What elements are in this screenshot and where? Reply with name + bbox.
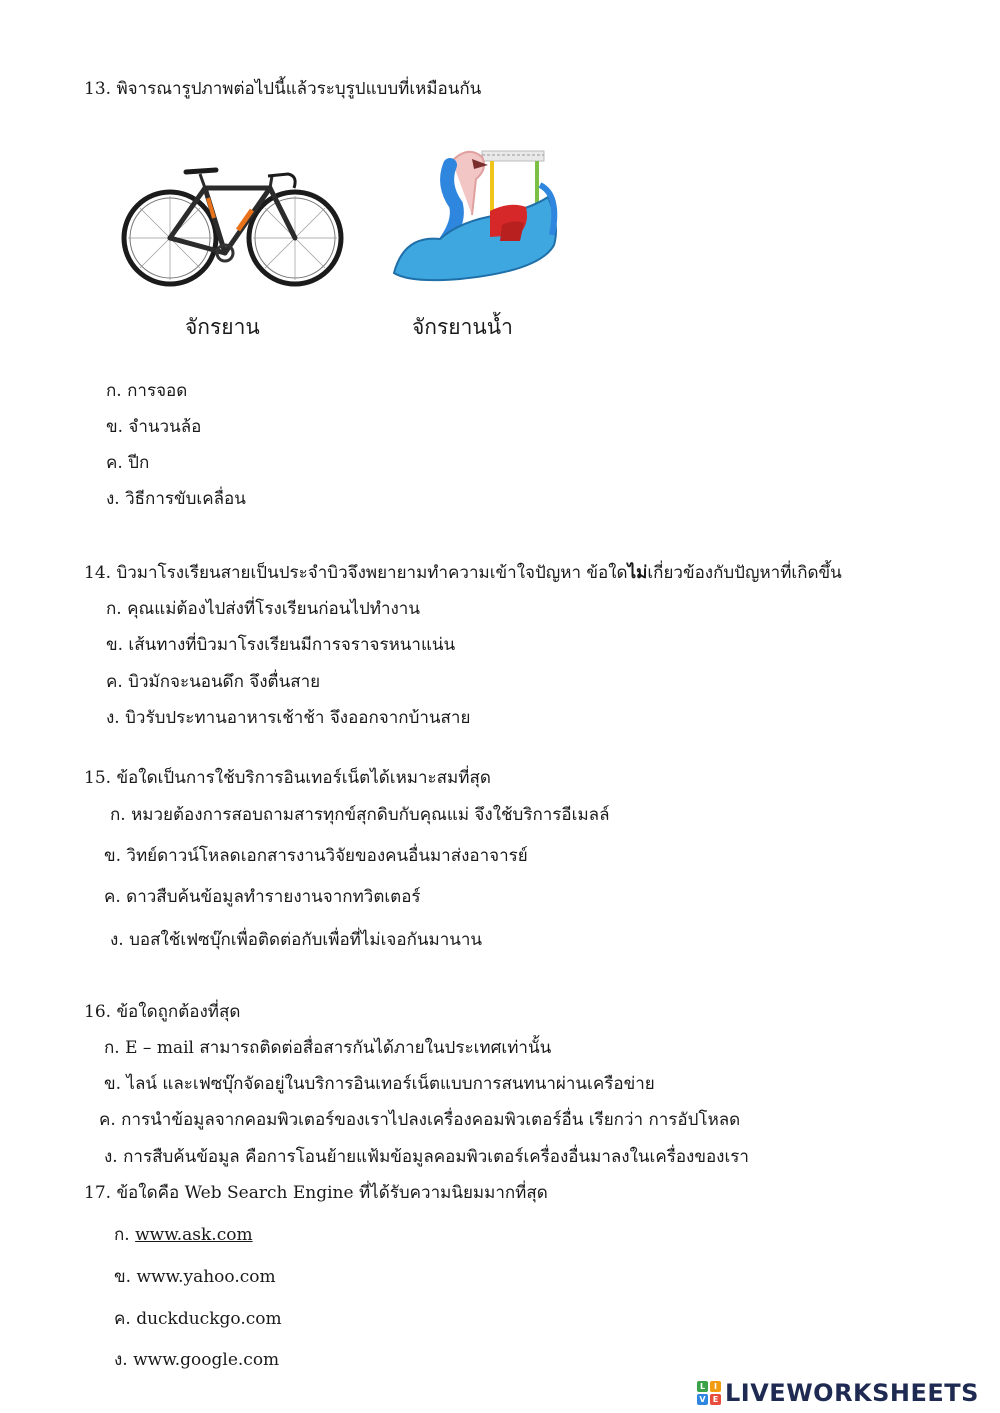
- q17-option-d-text: www.google.com: [133, 1350, 280, 1370]
- q14-question: [84, 562, 842, 584]
- q14-option-c[interactable]: ค. บิวมักจะนอนดึก จึงตื่นสาย: [106, 672, 321, 692]
- q17-question: 17. ข้อใดคือ Web Search Engine ที่ได้รับความนิยมมากที่สุด: [84, 1183, 548, 1203]
- q15-option-a[interactable]: ก. หมวยต้องการสอบถามสารทุกข์สุกดิบกับคุณแม่ จึงใช้บริการอีเมลล์: [110, 805, 610, 825]
- q17-option-a-link[interactable]: www.ask.com: [135, 1225, 253, 1245]
- q17-option-a-letter: ก.: [114, 1225, 130, 1245]
- q14-question-emphasis: ไม่: [627, 563, 648, 583]
- q17-option-c[interactable]: [114, 1308, 282, 1330]
- q14-option-a[interactable]: ก. คุณแม่ต้องไปส่งที่โรงเรียนก่อนไปทำงาน: [106, 599, 420, 619]
- q16-option-b[interactable]: ข. ไลน์ และเฟซบุ๊กจัดอยู่ในบริการอินเทอร์เน็ตแบบการสนทนาผ่านเครือข่าย: [104, 1074, 655, 1094]
- q13-option-a[interactable]: ก. การจอด: [106, 381, 188, 401]
- liveworksheets-logo[interactable]: [697, 1378, 979, 1408]
- q17-option-c-letter: ค.: [114, 1309, 131, 1329]
- q16-question: 16. ข้อใดถูกต้องที่สุด: [84, 1002, 241, 1022]
- q16-option-d[interactable]: ง. การสืบค้นข้อมูล คือการโอนย้ายแฟ้มข้อมูลคอมพิวเตอร์เครื่องอื่นมาลงในเครื่องของเรา: [104, 1147, 749, 1167]
- q17-option-b[interactable]: [114, 1266, 276, 1288]
- q13-option-b[interactable]: ข. จำนวนล้อ: [106, 417, 202, 437]
- q16-option-c[interactable]: ค. การนำข้อมูลจากคอมพิวเตอร์ของเราไปลงเครื่องคอมพิวเตอร์อื่น เรียกว่า การอัปโหลด: [99, 1110, 741, 1130]
- q17-option-b-letter: ข.: [114, 1267, 132, 1287]
- logo-letter-i: I: [710, 1381, 721, 1392]
- logo-letter-v: V: [697, 1394, 708, 1405]
- q14-option-d[interactable]: ง. บิวรับประทานอาหารเช้าช้า จึงออกจากบ้านสาย: [106, 708, 471, 728]
- caption-pedal-boat: จักรยานน้ำ: [412, 315, 513, 339]
- q17-option-d[interactable]: [114, 1349, 279, 1371]
- q17-option-d-letter: ง.: [114, 1350, 128, 1370]
- q15-option-d[interactable]: ง. บอสใช้เฟซบุ๊กเพื่อติดต่อกับเพื่อที่ไม่เจอกันมานาน: [110, 930, 483, 950]
- q13-option-c[interactable]: ค. ปีก: [106, 453, 150, 473]
- q13-option-d[interactable]: ง. วิธีการขับเคลื่อน: [106, 489, 246, 509]
- q15-question: 15. ข้อใดเป็นการใช้บริการอินเทอร์เน็ตได้เหมาะสมที่สุด: [84, 768, 491, 788]
- q16-option-a[interactable]: ก. E – mail สามารถติดต่อสื่อสารกันได้ภายในประเทศเท่านั้น: [104, 1038, 552, 1058]
- logo-text: LIVEWORKSHEETS: [725, 1379, 979, 1407]
- q13-question: 13. พิจารณารูปภาพต่อไปนี้แล้วระบุรูปแบบที่เหมือนกัน: [84, 79, 482, 99]
- q15-option-b[interactable]: ข. วิทย์ดาวน์โหลดเอกสารงานวิจัยของคนอื่นมาส่งอาจารย์: [104, 846, 528, 866]
- bicycle-image: [120, 158, 345, 298]
- logo-letter-e: E: [710, 1394, 721, 1405]
- q17-option-a[interactable]: [114, 1224, 253, 1246]
- logo-letter-l: L: [697, 1381, 708, 1392]
- q14-question-prefix: 14. บิวมาโรงเรียนสายเป็นประจำบิวจึงพยายามทำความเข้าใจปัญหา ข้อใด: [84, 563, 628, 583]
- q15-option-c[interactable]: ค. ดาวสืบค้นข้อมูลทำรายงานจากทวิตเตอร์: [104, 887, 421, 907]
- q17-option-c-text: duckduckgo.com: [136, 1309, 282, 1329]
- logo-icon: [697, 1381, 721, 1405]
- q17-option-b-text: www.yahoo.com: [136, 1267, 276, 1287]
- q14-option-b[interactable]: ข. เส้นทางที่บิวมาโรงเรียนมีการจราจรหนาแน่น: [106, 635, 456, 655]
- caption-bicycle: จักรยาน: [185, 315, 260, 339]
- pedal-boat-image: [390, 145, 565, 290]
- q14-question-suffix: เกี่ยวข้องกับปัญหาที่เกิดขึ้น: [647, 563, 842, 583]
